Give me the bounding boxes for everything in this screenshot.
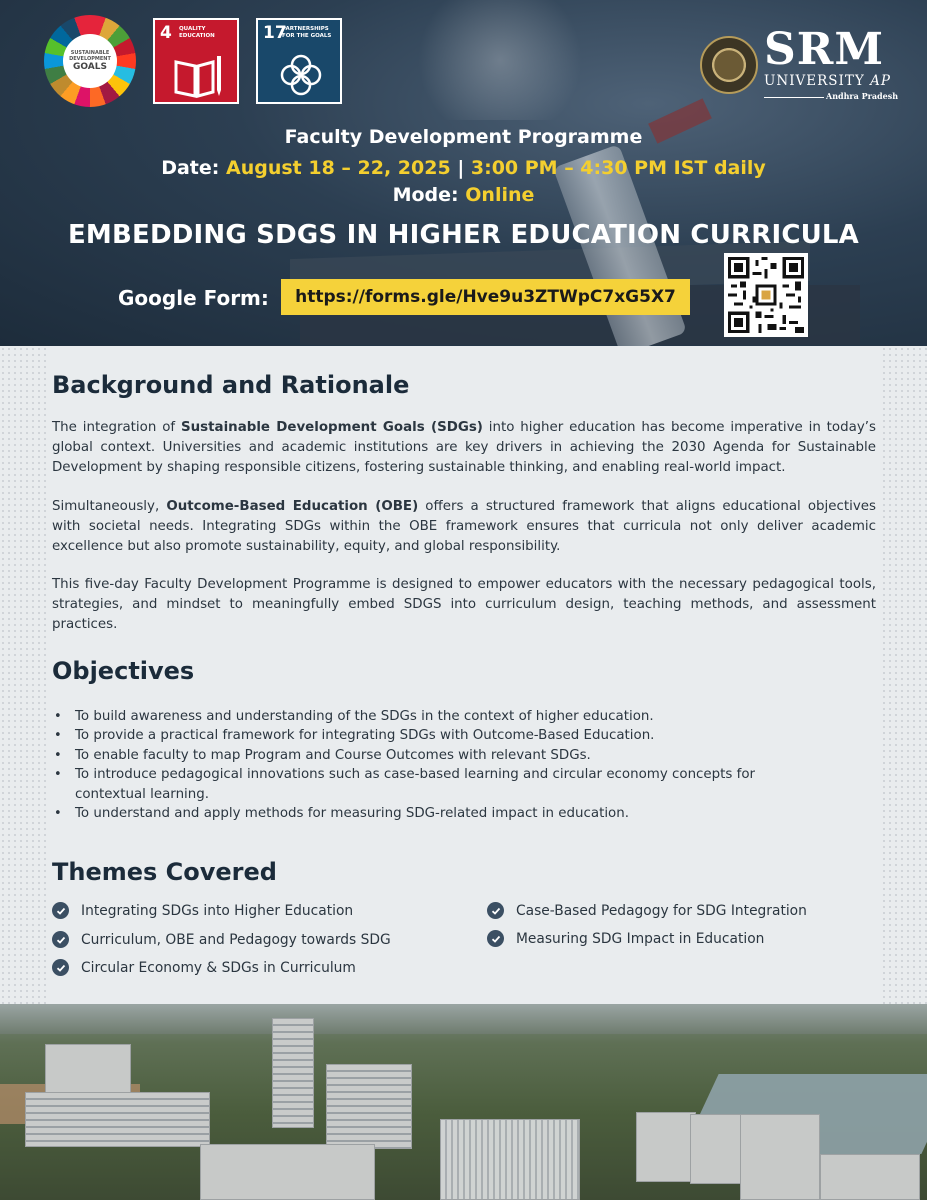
- university-location: Andhra Pradesh: [826, 91, 899, 101]
- bullet-icon: •: [54, 728, 62, 744]
- header-light: [400, 0, 600, 120]
- sdg-goal-4-tile: [153, 18, 239, 104]
- header-banner: [0, 0, 927, 346]
- qr-code[interactable]: [724, 253, 808, 337]
- theme-item: Measuring SDG Impact in Education: [487, 930, 764, 947]
- hostel-building: [820, 1154, 920, 1200]
- themes-heading: Themes Covered: [52, 858, 277, 886]
- decorative-dots: [0, 346, 46, 1004]
- list-item: • To build awareness and understanding of the SDGs in the context of higher education.: [74, 707, 814, 726]
- building: [326, 1064, 412, 1149]
- programme-date: Date: August 18 – 22, 2025 | 3:00 PM – 4:30 PM IST daily: [161, 157, 766, 179]
- partnership-rings-icon: [276, 52, 326, 98]
- bullet-icon: •: [54, 747, 62, 763]
- background-heading: Background and Rationale: [52, 371, 410, 399]
- sdg-wheel-logo: [44, 15, 136, 107]
- building: [200, 1144, 375, 1200]
- book-pencil-icon: [173, 52, 223, 98]
- theme-item: Curriculum, OBE and Pedagogy towards SDG: [52, 931, 391, 948]
- goal-label: QUALITY EDUCATION: [179, 26, 215, 39]
- divider: [764, 97, 824, 98]
- background-paragraph-1: The integration of Sustainable Development Goals (SDGs) into higher education has become imperative in today’s global context. Universities and academic institutions are key drivers in achieving the 2030 Agenda for Sustainable Development by shaping responsible citizens, fostering sustainable thinking, and enabling real-world impact.: [52, 420, 876, 475]
- hostel-building: [740, 1114, 820, 1200]
- google-form-link[interactable]: https://forms.gle/Hve9u3ZTWpC7xG5X7: [281, 279, 690, 315]
- check-circle-icon: [487, 902, 504, 919]
- list-item: • To provide a practical framework for integrating SDGs with Outcome-Based Education.: [74, 726, 814, 745]
- building: [25, 1092, 210, 1147]
- list-item: • To introduce pedagogical innovations such as case-based learning and circular economy concepts for contextual learning.: [54, 767, 756, 802]
- sdg-wheel-text: GOALS: [73, 62, 107, 72]
- goal-label: PARTNERSHIPS FOR THE GOALS: [282, 26, 332, 39]
- srm-seal-logo: [700, 36, 758, 94]
- theme-item: Circular Economy & SDGs in Curriculum: [52, 959, 356, 976]
- programme-title: Faculty Development Programme: [284, 126, 643, 148]
- hostel-building: [636, 1112, 696, 1182]
- check-circle-icon: [487, 930, 504, 947]
- decorative-dots: [881, 346, 927, 1004]
- university-subtitle: UNIVERSITY AP: [764, 73, 891, 89]
- google-form-label: Google Form:: [118, 286, 269, 310]
- theme-item: Integrating SDGs into Higher Education: [52, 902, 353, 919]
- theme-item: Case-Based Pedagogy for SDG Integration: [487, 902, 807, 919]
- objectives-list: [54, 707, 814, 823]
- goal-number: 17: [263, 23, 287, 43]
- building: [440, 1119, 580, 1200]
- qr-code-icon: [728, 257, 804, 333]
- list-item: • To enable faculty to map Program and Course Outcomes with relevant SDGs.: [74, 746, 814, 765]
- bullet-icon: •: [54, 767, 62, 783]
- bullet-icon: •: [54, 806, 62, 822]
- goal-number: 4: [160, 23, 172, 43]
- background-paragraph-3: This five-day Faculty Development Programme is designed to empower educators with the necessary pedagogical tools, strategies, and mindset to meaningfully embed SDGS into curriculum design, teaching methods, and assessment practices.: [52, 577, 876, 632]
- university-name: SRM: [764, 24, 885, 75]
- sdg-goal-17-tile: [256, 18, 342, 104]
- tower-building: [272, 1018, 314, 1128]
- programme-mode: Mode: Online: [392, 184, 535, 206]
- sdg-wheel-text: DEVELOPMENT: [69, 56, 111, 62]
- bullet-icon: •: [54, 709, 62, 724]
- check-circle-icon: [52, 959, 69, 976]
- campus-aerial-photo: [0, 1004, 927, 1200]
- check-circle-icon: [52, 902, 69, 919]
- sky: [0, 1004, 927, 1034]
- sdg-wheel-text: SUSTAINABLE: [70, 50, 110, 56]
- background-paragraph-2: Simultaneously, Outcome-Based Education (OBE) offers a structured framework that aligns educational objectives with societal needs. Integrating SDGs within the OBE framework ensures that curricula not only deliver academic excellence but also promote sustainability, equity, and global responsibility.: [52, 499, 876, 554]
- check-circle-icon: [52, 931, 69, 948]
- main-title: EMBEDDING SDGS IN HIGHER EDUCATION CURRICULA: [67, 220, 860, 250]
- objectives-heading: Objectives: [52, 657, 195, 685]
- list-item: • To understand and apply methods for measuring SDG-related impact in education.: [74, 804, 814, 823]
